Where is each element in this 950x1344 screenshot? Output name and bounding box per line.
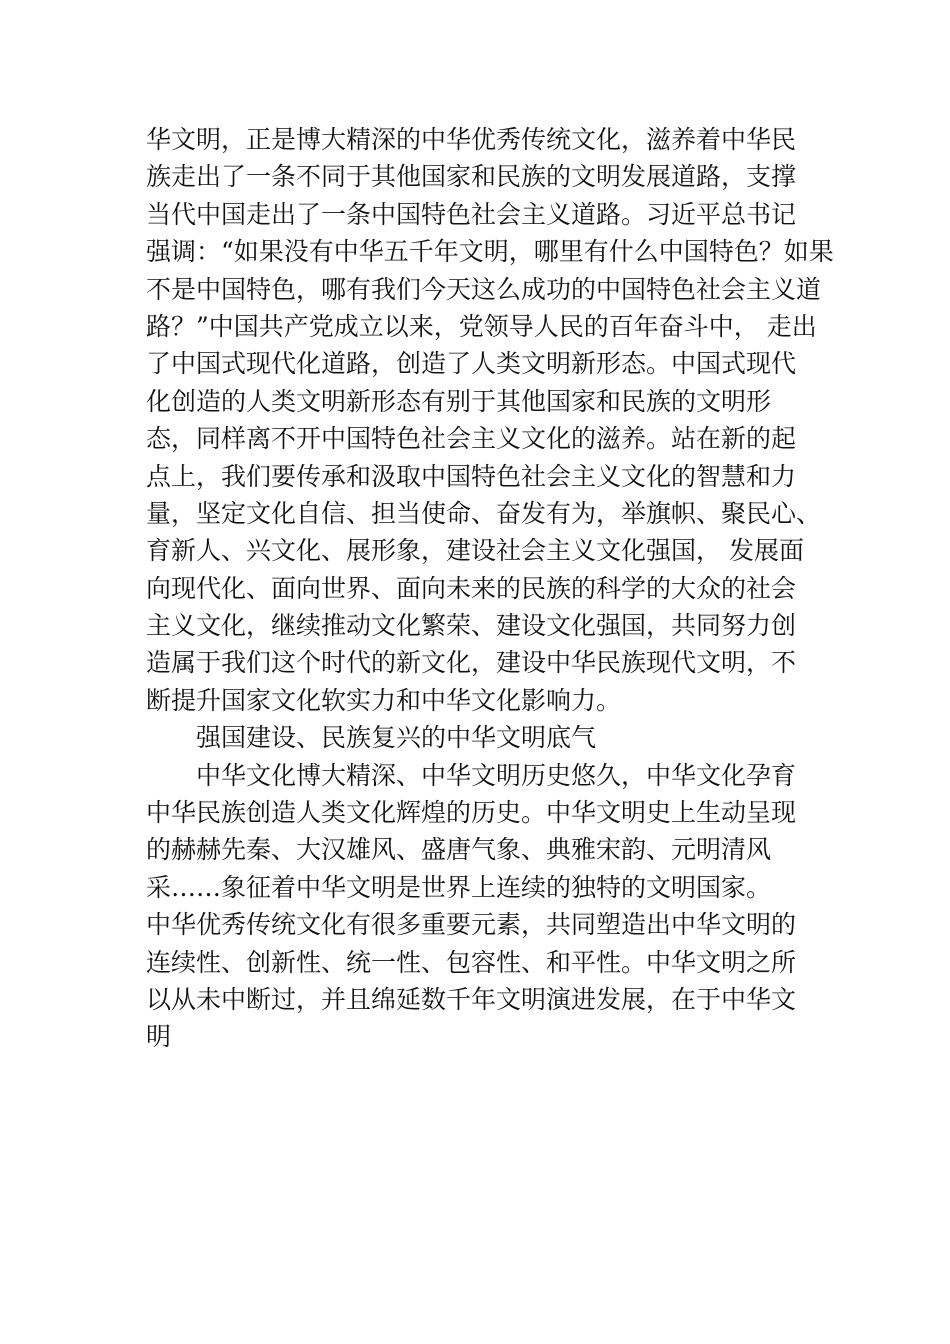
text-line: 断提升国家文化软实力和中华文化影响力。 — [146, 685, 622, 715]
text-line: 主义文化，继续推动文化繁荣、建设文化强国，共同努力创 — [146, 611, 797, 641]
text-line: 连续性、创新性、统一性、包容性、和平性。中华文明之所 — [146, 947, 797, 977]
text-line: 的赫赫先秦、大汉雄风、盛唐气象、典雅宋韵、元明清风 — [146, 835, 772, 865]
text-line: 强调：“如果没有中华五千年文明，哪里有什么中国特色？如果 — [146, 237, 834, 267]
text-line: 当代中国走出了一条中国特色社会主义道路。习近平总书记 — [146, 199, 797, 229]
text-line: 育新人、兴文化、展形象，建设社会主义文化强国， 发展面 — [146, 536, 804, 566]
text-line: 量，坚定文化自信、担当使命、奋发有为，举旗帜、聚民心、 — [146, 498, 822, 528]
text-line: 中华文化博大精深、中华文明历史悠久，中华文化孕育 — [196, 760, 797, 790]
body-text — [146, 121, 834, 1056]
text-line: 了中国式现代化道路，创造了人类文明新形态。中国式现代 — [146, 349, 797, 379]
section-heading — [146, 719, 826, 756]
text-line: 不是中国特色，哪有我们今天这么成功的中国特色社会主义道 — [146, 274, 822, 304]
text-line: 路？”中国共产党成立以来，党领导人民的百年奋斗中， 走出 — [146, 311, 817, 341]
text-line: 态，同样离不开中国特色社会主义文化的滋养。站在新的起 — [146, 424, 797, 454]
text-line: 中华民族创造人类文化辉煌的历史。中华文明史上生动呈现 — [146, 798, 797, 828]
paragraph — [146, 757, 826, 1056]
text-line: 造属于我们这个时代的新文化，建设中华民族现代文明，不 — [146, 648, 797, 678]
paragraph-continued — [146, 121, 834, 719]
text-line: 明 — [146, 1022, 172, 1052]
text-line: 向现代化、面向世界、面向未来的民族的科学的大众的社会 — [146, 573, 797, 603]
text-line: 化创造的人类文明新形态有别于其他国家和民族的文明形 — [146, 386, 772, 416]
text-line: 中华优秀传统文化有很多重要元素，共同塑造出中华文明的 — [146, 910, 797, 940]
text-line: 采……象征着中华文明是世界上连续的独特的文明国家。 — [146, 872, 772, 902]
text-line: 华文明，正是博大精深的中华优秀传统文化，滋养着中华民 — [146, 125, 797, 154]
heading-line: 强国建设、民族复兴的中华文明底气 — [196, 723, 597, 753]
text-line: 点上，我们要传承和汲取中国特色社会主义文化的智慧和力 — [146, 461, 797, 491]
text-line: 族走出了一条不同于其他国家和民族的文明发展道路，支撑 — [146, 162, 797, 192]
text-line: 以从未中断过，并且绵延数千年文明演进发展，在于中华文 — [146, 984, 797, 1014]
